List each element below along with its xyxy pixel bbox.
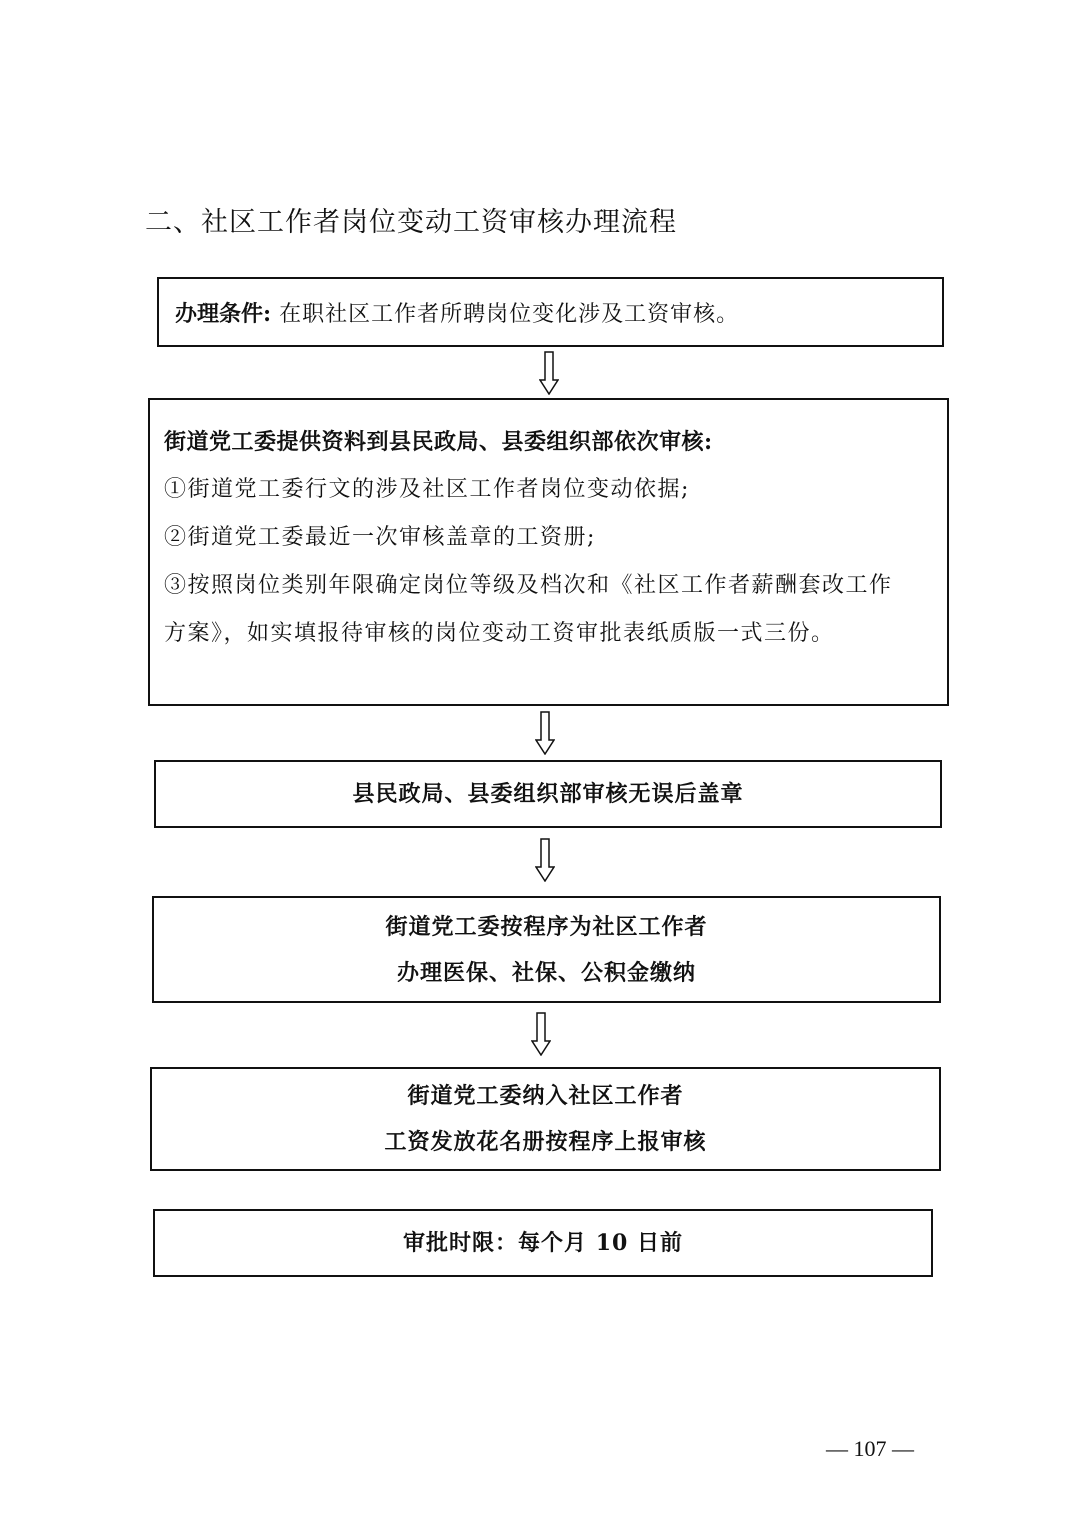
deadline-text: 审批时限：每个月 10 日前 bbox=[403, 1230, 683, 1256]
materials-item-3: ③按照岗位类别年限确定岗位等级及档次和《社区工作者薪酬套改工作 bbox=[164, 573, 893, 598]
payroll-box bbox=[150, 1067, 941, 1171]
conditions-box bbox=[157, 277, 944, 347]
insurance-line-2: 办理医保、社保、公积金缴纳 bbox=[396, 959, 696, 986]
payroll-line-1: 街道党工委纳入社区工作者 bbox=[407, 1083, 684, 1109]
materials-item-1: ①街道党工委行文的涉及社区工作者岗位变动依据; bbox=[164, 477, 690, 502]
stamp-box bbox=[154, 760, 942, 828]
insurance-line-1: 街道党工委按程序为社区工作者 bbox=[385, 913, 708, 940]
stamp-text: 县民政局、县委组织部审核无误后盖章 bbox=[352, 781, 744, 807]
down-arrow-icon-1 bbox=[539, 351, 559, 395]
materials-title: 街道党工委提供资料到县民政局、县委组织部依次审核: bbox=[164, 429, 713, 455]
insurance-box bbox=[152, 896, 941, 1003]
conditions-label: 办理条件: bbox=[175, 300, 272, 327]
deadline-box bbox=[153, 1209, 933, 1277]
conditions-text: 在职社区工作者所聘岗位变化涉及工资审核。 bbox=[279, 301, 740, 327]
materials-box bbox=[148, 398, 949, 706]
down-arrow-icon-3 bbox=[535, 838, 555, 882]
materials-item-2: ②街道党工委最近一次审核盖章的工资册; bbox=[164, 525, 596, 550]
down-arrow-icon-2 bbox=[535, 711, 555, 755]
payroll-line-2: 工资发放花名册按程序上报审核 bbox=[384, 1129, 707, 1155]
page-number: — 107 — bbox=[826, 1436, 914, 1461]
page-heading: 二、社区工作者岗位变动工资审核办理流程 bbox=[145, 207, 677, 238]
down-arrow-icon-4 bbox=[531, 1012, 551, 1056]
materials-item-3-cont: 方案》，如实填报待审核的岗位变动工资审批表纸质版一式三份。 bbox=[164, 621, 835, 646]
